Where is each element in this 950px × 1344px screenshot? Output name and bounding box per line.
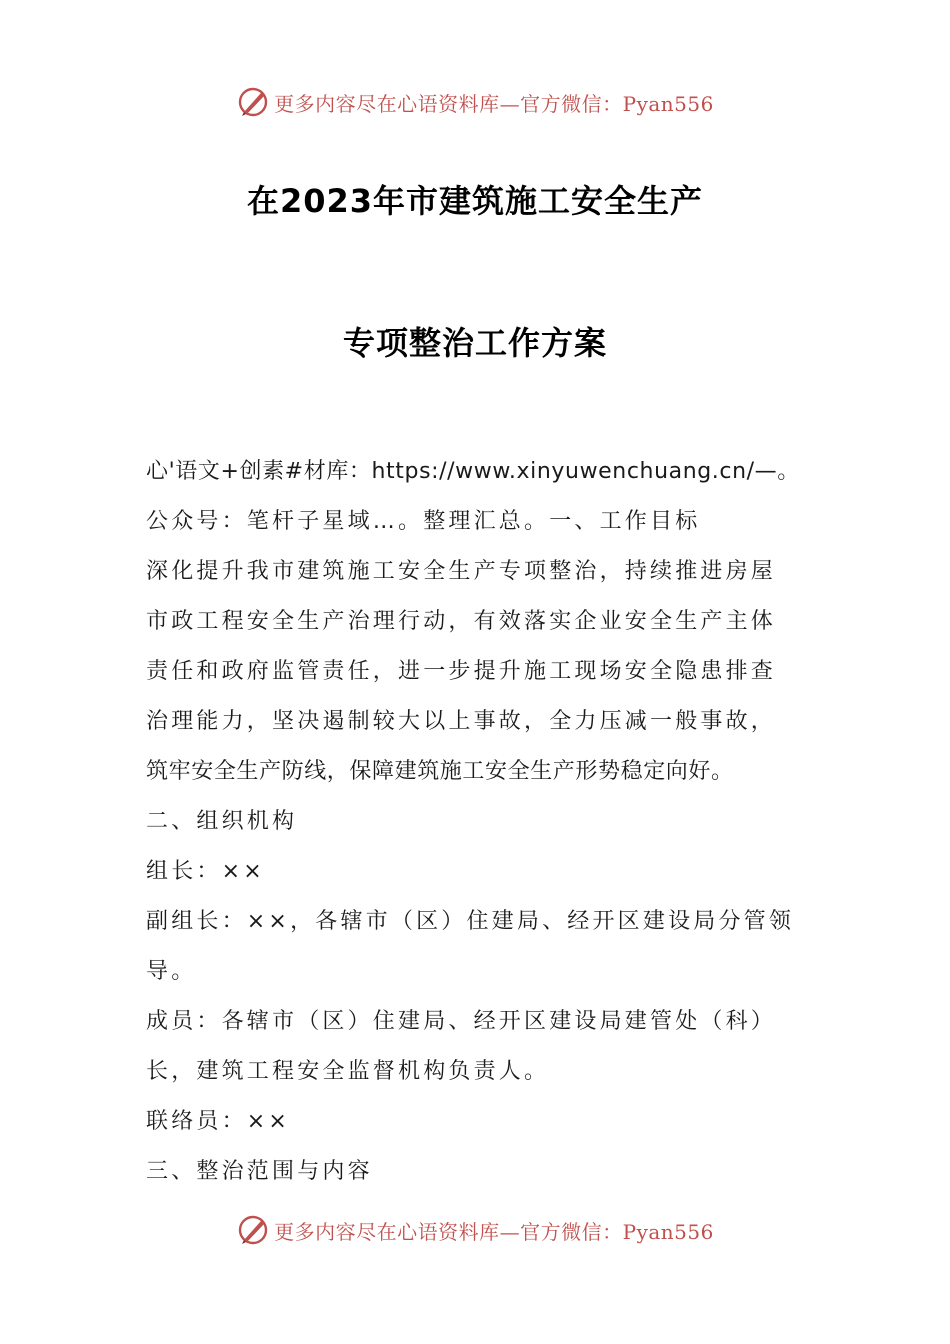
watermark-text: 更多内容尽在心语资料库—官方微信：Pyan556: [274, 91, 714, 116]
document-body: [146, 447, 806, 1197]
pen-logo-icon: [236, 85, 270, 119]
document-title-line-2: 专项整治工作方案: [342, 324, 607, 362]
body-line: 成员：各辖市（区）住建局、经开区建设局建管处（科）: [146, 1009, 777, 1034]
pen-logo-icon: [236, 1213, 270, 1247]
body-line: 市政工程安全生产治理行动，有效落实企业安全生产主体: [146, 609, 777, 634]
body-line: 治理能力，坚决遏制较大以上事故，全力压减一般事故，: [146, 709, 777, 734]
body-line: 组长：××: [146, 859, 265, 884]
body-line: 深化提升我市建筑施工安全生产专项整治，持续推进房屋: [146, 559, 777, 584]
body-line: 副组长：××，各辖市（区）住建局、经开区建设局分管领: [146, 909, 795, 934]
header-watermark-banner: [0, 82, 950, 122]
section-heading: 二、组织机构: [146, 809, 298, 834]
watermark-text: 更多内容尽在心语资料库—官方微信：Pyan556: [274, 1219, 714, 1244]
body-line: 联络员：××: [146, 1109, 291, 1134]
body-line: 责任和政府监管责任，进一步提升施工现场安全隐患排查: [146, 659, 777, 684]
body-line: 筑牢安全生产防线，保障建筑施工安全生产形势稳定向好。: [146, 759, 734, 784]
body-line: 导。: [146, 959, 197, 984]
document-title-line-1: 在2023年市建筑施工安全生产: [246, 182, 704, 220]
footer-watermark-banner: [0, 1210, 950, 1250]
body-line: 长，建筑工程安全监督机构负责人。: [146, 1059, 550, 1084]
body-line: 心'语文+创素#材库：https://www.xinyuwenchuang.cn/—。: [146, 459, 800, 484]
body-line: 公众号：笔杆子星域…。整理汇总。一、工作目标: [146, 509, 701, 534]
section-heading: 三、整治范围与内容: [146, 1159, 373, 1184]
